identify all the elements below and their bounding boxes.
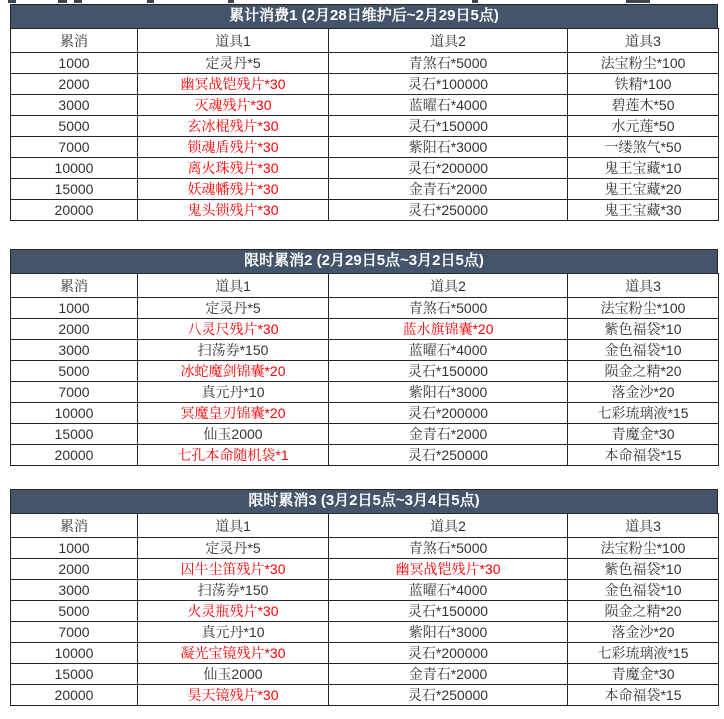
item-cell: 金青石*2000: [329, 179, 568, 200]
item-cell: 紫色福袋*10: [568, 319, 719, 340]
item-cell: 紫阳石*3000: [329, 137, 568, 158]
item-cell: 灵石*100000: [329, 74, 568, 95]
table-row: [11, 361, 719, 382]
consumption-table-section-2: [10, 249, 718, 466]
table-row: [11, 298, 719, 319]
item-cell: 冥魔皇刃锦囊*20: [138, 403, 329, 424]
item-cell: 法宝粉尘*100: [568, 298, 719, 319]
item-cell: 本命福袋*15: [568, 685, 719, 706]
item-cell: 本命福袋*15: [568, 445, 719, 466]
threshold-cell: 7000: [11, 137, 138, 158]
threshold-cell: 2000: [11, 559, 138, 580]
header-row: [11, 29, 719, 53]
item-cell: 法宝粉尘*100: [568, 538, 719, 559]
threshold-cell: 3000: [11, 340, 138, 361]
item-cell: 火灵瓶残片*30: [138, 601, 329, 622]
threshold-cell: 10000: [11, 403, 138, 424]
item-cell: 仙玉2000: [138, 664, 329, 685]
cropped-text-fragment: [58, 0, 67, 3]
threshold-cell: 2000: [11, 74, 138, 95]
item-cell: 青煞石*5000: [329, 538, 568, 559]
threshold-cell: 20000: [11, 200, 138, 221]
item-cell: 灭魂残片*30: [138, 95, 329, 116]
threshold-cell: 5000: [11, 361, 138, 382]
consumption-table-section-1: [10, 4, 718, 221]
table-3-title: 限时累消3 (3月2日5点~3月4日5点): [10, 489, 718, 513]
col-header-item3: 道具3: [568, 274, 719, 298]
item-cell: 七彩琉璃液*15: [568, 403, 719, 424]
item-cell: 青煞石*5000: [329, 298, 568, 319]
table-row: [11, 538, 719, 559]
col-header-item3: 道具3: [568, 514, 719, 538]
item-cell: 灵石*250000: [329, 445, 568, 466]
threshold-cell: 15000: [11, 664, 138, 685]
table-row: [11, 424, 719, 445]
item-cell: 灵石*150000: [329, 601, 568, 622]
item-cell: 蓝水旗锦囊*20: [329, 319, 568, 340]
table-2-title: 限时累消2 (2月29日5点~3月2日5点): [10, 249, 718, 273]
col-header-item3: 道具3: [568, 29, 719, 53]
item-cell: 灵石*250000: [329, 685, 568, 706]
item-cell: 昊天镜残片*30: [138, 685, 329, 706]
item-cell: 青煞石*5000: [329, 53, 568, 74]
item-cell: 铁精*100: [568, 74, 719, 95]
item-cell: 妖魂幡残片*30: [138, 179, 329, 200]
col-header-item2: 道具2: [329, 274, 568, 298]
cropped-text-fragment: [147, 0, 154, 3]
item-cell: 蓝曜石*4000: [329, 340, 568, 361]
threshold-cell: 1000: [11, 298, 138, 319]
table-3: [10, 513, 719, 706]
item-cell: 灵石*150000: [329, 116, 568, 137]
item-cell: 金色福袋*10: [568, 580, 719, 601]
threshold-cell: 1000: [11, 538, 138, 559]
table-row: [11, 685, 719, 706]
consumption-table-section-3: [10, 489, 718, 706]
threshold-cell: 15000: [11, 424, 138, 445]
threshold-cell: 15000: [11, 179, 138, 200]
item-cell: 陨金之精*20: [568, 601, 719, 622]
table-row: [11, 643, 719, 664]
item-cell: 灵石*200000: [329, 643, 568, 664]
table-row: [11, 137, 719, 158]
table-row: [11, 622, 719, 643]
threshold-cell: 20000: [11, 685, 138, 706]
item-cell: 金青石*2000: [329, 424, 568, 445]
table-row: [11, 403, 719, 424]
table-1: [10, 28, 719, 221]
item-cell: 鬼王宝藏*20: [568, 179, 719, 200]
item-cell: 灵石*150000: [329, 361, 568, 382]
item-cell: 鬼头锁残片*30: [138, 200, 329, 221]
item-cell: 八灵尺残片*30: [138, 319, 329, 340]
item-cell: 凝光宝镜残片*30: [138, 643, 329, 664]
item-cell: 定灵丹*5: [138, 53, 329, 74]
item-cell: 碧莲木*50: [568, 95, 719, 116]
item-cell: 蓝曜石*4000: [329, 580, 568, 601]
item-cell: 金色福袋*10: [568, 340, 719, 361]
item-cell: 离火珠残片*30: [138, 158, 329, 179]
item-cell: 鬼王宝藏*30: [568, 200, 719, 221]
col-header-item1: 道具1: [138, 514, 329, 538]
threshold-cell: 7000: [11, 382, 138, 403]
table-2: [10, 273, 719, 466]
cropped-text-fragment: [228, 0, 234, 3]
cropped-text-fragment: [472, 0, 478, 3]
threshold-cell: 5000: [11, 116, 138, 137]
table-row: [11, 200, 719, 221]
threshold-cell: 3000: [11, 580, 138, 601]
threshold-cell: 10000: [11, 643, 138, 664]
item-cell: 玄冰棍残片*30: [138, 116, 329, 137]
item-cell: 真元丹*10: [138, 382, 329, 403]
item-cell: 鬼王宝藏*10: [568, 158, 719, 179]
table-row: [11, 445, 719, 466]
table-row: [11, 95, 719, 116]
table-row: [11, 116, 719, 137]
item-cell: 锁魂盾残片*30: [138, 137, 329, 158]
item-cell: 七孔本命随机袋*1: [138, 445, 329, 466]
table-row: [11, 319, 719, 340]
item-cell: 落金沙*20: [568, 382, 719, 403]
cropped-text-fragment: [74, 0, 82, 3]
col-header-cumulative-spend: 累消: [11, 274, 138, 298]
table-row: [11, 158, 719, 179]
threshold-cell: 20000: [11, 445, 138, 466]
threshold-cell: 10000: [11, 158, 138, 179]
item-cell: 冰蛇魔剑锦囊*20: [138, 361, 329, 382]
item-cell: 水元莲*50: [568, 116, 719, 137]
header-row: [11, 274, 719, 298]
table-row: [11, 601, 719, 622]
item-cell: 灵石*200000: [329, 158, 568, 179]
table-row: [11, 74, 719, 95]
item-cell: 灵石*250000: [329, 200, 568, 221]
item-cell: 一缕煞气*50: [568, 137, 719, 158]
table-row: [11, 559, 719, 580]
header-row: [11, 514, 719, 538]
col-header-cumulative-spend: 累消: [11, 514, 138, 538]
item-cell: 青魔金*30: [568, 424, 719, 445]
col-header-item2: 道具2: [329, 29, 568, 53]
item-cell: 紫阳石*3000: [329, 382, 568, 403]
item-cell: 定灵丹*5: [138, 298, 329, 319]
item-cell: 蓝曜石*4000: [329, 95, 568, 116]
item-cell: 陨金之精*20: [568, 361, 719, 382]
item-cell: 紫阳石*3000: [329, 622, 568, 643]
col-header-item2: 道具2: [329, 514, 568, 538]
table-row: [11, 340, 719, 361]
cropped-text-fragment: [626, 0, 650, 3]
cropped-row-strip: [0, 0, 724, 4]
threshold-cell: 5000: [11, 601, 138, 622]
item-cell: 七彩琉璃液*15: [568, 643, 719, 664]
threshold-cell: 1000: [11, 53, 138, 74]
table-row: [11, 664, 719, 685]
threshold-cell: 2000: [11, 319, 138, 340]
col-header-cumulative-spend: 累消: [11, 29, 138, 53]
table-row: [11, 382, 719, 403]
item-cell: 幽冥战铠残片*30: [329, 559, 568, 580]
item-cell: 落金沙*20: [568, 622, 719, 643]
col-header-item1: 道具1: [138, 29, 329, 53]
item-cell: 紫色福袋*10: [568, 559, 719, 580]
table-row: [11, 53, 719, 74]
table-row: [11, 179, 719, 200]
item-cell: 真元丹*10: [138, 622, 329, 643]
item-cell: 幽冥战铠残片*30: [138, 74, 329, 95]
item-cell: 法宝粉尘*100: [568, 53, 719, 74]
table-1-title: 累计消费1 (2月28日维护后~2月29日5点): [10, 4, 718, 28]
cropped-text-fragment: [8, 0, 16, 3]
item-cell: 灵石*200000: [329, 403, 568, 424]
threshold-cell: 3000: [11, 95, 138, 116]
item-cell: 青魔金*30: [568, 664, 719, 685]
item-cell: 定灵丹*5: [138, 538, 329, 559]
item-cell: 囚牛尘笛残片*30: [138, 559, 329, 580]
item-cell: 扫荡券*150: [138, 340, 329, 361]
item-cell: 扫荡券*150: [138, 580, 329, 601]
item-cell: 金青石*2000: [329, 664, 568, 685]
col-header-item1: 道具1: [138, 274, 329, 298]
threshold-cell: 7000: [11, 622, 138, 643]
table-row: [11, 580, 719, 601]
item-cell: 仙玉2000: [138, 424, 329, 445]
